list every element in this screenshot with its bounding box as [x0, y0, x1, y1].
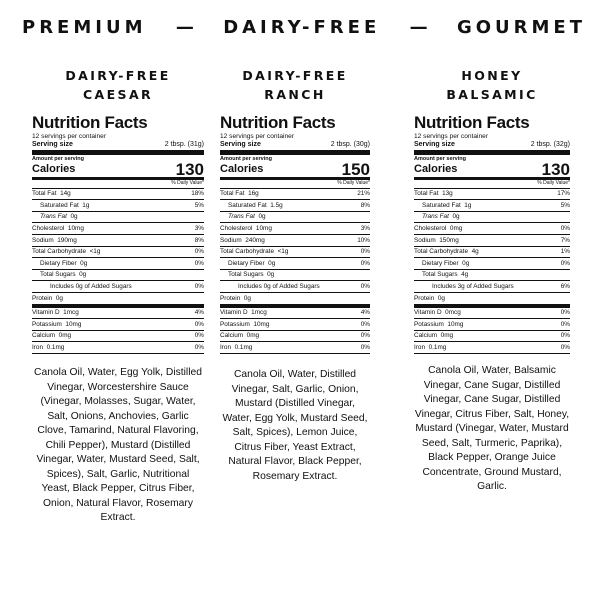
nutrient-daily-value: 0% [360, 248, 370, 256]
nutrient-row [414, 293, 570, 308]
nutrient-label: Cholesterol [32, 225, 65, 233]
nutrient-row [32, 223, 204, 235]
nutrient-label: Vitamin D [32, 309, 60, 317]
nutrient-daily-value: 0% [194, 320, 204, 328]
nutrient-row [414, 270, 570, 282]
nutrient-name-amount [414, 309, 461, 316]
nutrient-row [220, 200, 370, 212]
nutrient-amount: 14g [60, 190, 71, 198]
nutrient-amount: 10mg [447, 320, 464, 328]
serving-size-value: 2 tbsp. (32g) [530, 140, 570, 148]
calories-row [414, 159, 570, 180]
nutrient-label: Protein [414, 294, 435, 302]
nutrient-daily-value: 21% [357, 190, 370, 198]
nutrient-label: Dietary Fiber [422, 259, 459, 267]
nutrient-name-amount [220, 321, 269, 328]
nutrient-name-amount [220, 202, 283, 209]
nutrient-name-amount [32, 309, 79, 316]
nutrient-label: Trans Fat [40, 213, 67, 221]
nutrient-row [220, 293, 370, 308]
nutrient-row [414, 200, 570, 212]
nutrient-row [414, 308, 570, 320]
nutrient-row [220, 212, 370, 224]
nutrient-daily-value: 3% [360, 225, 370, 233]
nutrient-daily-value: 10% [357, 236, 370, 244]
nutrient-name-amount [414, 295, 445, 302]
nutrient-row [220, 235, 370, 247]
nutrient-label: Calcium [414, 332, 438, 340]
nutrient-amount: 1g [464, 201, 472, 209]
nutrient-label: Vitamin D [414, 309, 442, 317]
nutrient-daily-value: 0% [560, 225, 570, 233]
nutrient-amount: 0g [80, 259, 88, 267]
nutrition-facts-panel [414, 114, 570, 354]
nutrient-daily-value: 0% [560, 309, 570, 317]
nutrient-label: Cholesterol [414, 225, 447, 233]
nutrient-name-amount [414, 225, 462, 232]
nutrient-daily-value: 0% [360, 320, 370, 328]
nutrient-name-amount [220, 283, 323, 290]
nutrient-name-amount [220, 295, 251, 302]
nutrient-daily-value: 4% [360, 309, 370, 317]
product-name [414, 66, 570, 108]
nutrient-amount: 150mg [439, 236, 459, 244]
nutrient-amount: 0g [258, 213, 266, 221]
nutrient-name-amount [220, 237, 265, 244]
amount-per-serving: Amount per serving [414, 155, 466, 162]
nutrient-name-amount [220, 309, 267, 316]
nutrient-name-amount [32, 344, 64, 351]
nutrient-amount: 0mg [449, 225, 463, 233]
serving-size-label: Serving size [32, 140, 73, 148]
nutrient-amount: 13g [442, 190, 453, 198]
serving-size-label: Serving size [220, 140, 261, 148]
nutrient-amount: 190mg [57, 236, 77, 244]
nutrient-row [220, 319, 370, 331]
nutrient-amount: 0g [243, 294, 251, 302]
nutrient-amount: <1g [89, 248, 101, 256]
nutrient-daily-value: 1% [560, 248, 570, 256]
nutrient-amount: 10mg [253, 320, 270, 328]
calories-value: 150 [341, 159, 370, 179]
nutrient-name-amount [414, 202, 471, 209]
nutrition-facts-title: Nutrition Facts [32, 113, 148, 132]
nutrient-label: Total Carbohydrate [414, 248, 468, 256]
nutrient-label: Sodium [32, 236, 54, 244]
nutrient-daily-value: 4% [194, 309, 204, 317]
servings-per-container: 12 servings per container [414, 133, 489, 140]
nutrient-label: Potassium [414, 320, 444, 328]
nutrient-amount: 10mg [67, 225, 84, 233]
product-name-line: RANCH [264, 87, 326, 102]
nutrient-daily-value: 6% [560, 283, 570, 291]
nutrient-daily-value: 8% [194, 236, 204, 244]
nutrient-name-amount [32, 295, 63, 302]
ingredients-text: Canola Oil, Water, Distilled Vinegar, Salt, Garlic, Onion, Mustard (Distilled Vinegar, Water, Egg Yolk, Mustard Seed, Salt, Spices), Lemon Juice, Citrus Fiber, Yeast Extract, Natural Flavor, Black Pepper, Rosemary Extract. [222, 369, 368, 482]
product-column-caesar [32, 66, 204, 526]
nutrient-label: Includes 0g of Added Sugars [50, 283, 132, 291]
nutrient-amount: 0g [55, 294, 63, 302]
product-name-line: BALSAMIC [446, 87, 538, 102]
nutrient-name-amount [220, 225, 272, 232]
nutrient-amount: 0g [79, 271, 87, 279]
banner-premium: PREMIUM [22, 16, 147, 38]
nutrient-amount: 10mg [255, 225, 272, 233]
nutrient-amount: 1.5g [270, 201, 283, 209]
nutrient-row [414, 258, 570, 270]
nutrient-label: Dietary Fiber [228, 259, 265, 267]
calories-label: Calories [414, 162, 458, 175]
nutrient-name-amount [32, 321, 81, 328]
banner-dash: — [409, 16, 428, 38]
nutrient-label: Total Sugars [422, 271, 458, 279]
serving-size-row [32, 141, 204, 155]
nutrient-daily-value: 0% [560, 259, 570, 267]
nutrient-amount: 0mcg [445, 309, 461, 317]
nutrient-label: Total Fat [414, 190, 439, 198]
product-name [32, 66, 204, 108]
nutrient-row [32, 319, 204, 331]
nutrient-amount: 16g [248, 190, 259, 198]
nutrient-amount: 0g [70, 213, 78, 221]
nutrient-amount: 0g [437, 294, 445, 302]
nutrient-daily-value: 17% [557, 190, 570, 198]
nutrient-label: Total Fat [220, 190, 245, 198]
nutrient-name-amount [220, 213, 266, 220]
servings-per-container: 12 servings per container [32, 133, 107, 140]
nutrient-amount: 10mg [65, 320, 82, 328]
product-name-line: CAESAR [82, 87, 154, 102]
nutrient-amount: 1g [82, 201, 90, 209]
product-column-honey-balsamic [414, 66, 570, 495]
servings-per-container: 12 servings per container [220, 133, 295, 140]
nutrient-amount: 1mcg [63, 309, 79, 317]
calories-row [220, 159, 370, 180]
nutrient-label: Includes 3g of Added Sugars [432, 283, 514, 291]
nutrient-amount: 0mg [58, 332, 72, 340]
nutrient-label: Calcium [220, 332, 244, 340]
nutrient-row [32, 247, 204, 259]
nutrient-label: Includes 0g of Added Sugars [238, 283, 320, 291]
nutrient-name-amount [220, 260, 275, 267]
banner-dairy-free: DAIRY-FREE [223, 16, 381, 38]
nutrient-daily-value: 0% [360, 344, 370, 352]
calories-label: Calories [32, 162, 76, 175]
nutrient-label: Saturated Fat [422, 201, 461, 209]
nutrient-label: Total Fat [32, 190, 57, 198]
product-name-line: DAIRY-FREE [65, 68, 171, 83]
nutrient-row [32, 281, 204, 293]
nutrient-name-amount [32, 213, 78, 220]
banner-dash: — [175, 16, 194, 38]
nutrition-facts-title: Nutrition Facts [414, 113, 530, 132]
product-name-line: DAIRY-FREE [242, 68, 348, 83]
nutrient-name-amount [32, 283, 135, 290]
nutrient-row [32, 235, 204, 247]
nutrient-amount: 0.1mg [234, 344, 253, 352]
nutrient-row [414, 319, 570, 331]
nutrient-amount: 4g [471, 248, 479, 256]
daily-value-header: % Daily Value* [32, 180, 204, 189]
nutrient-amount: <1g [277, 248, 289, 256]
nutrient-amount: 0g [462, 259, 470, 267]
amount-per-serving: Amount per serving [32, 155, 84, 162]
nutrient-row [32, 258, 204, 270]
nutrient-daily-value: 0% [194, 344, 204, 352]
nutrient-name-amount [32, 237, 77, 244]
nutrient-name-amount [414, 237, 459, 244]
nutrient-row [220, 331, 370, 343]
nutrient-amount: 0g [268, 259, 276, 267]
nutrient-row [414, 235, 570, 247]
nutrient-daily-value: 8% [360, 201, 370, 209]
nutrient-daily-value: 0% [194, 332, 204, 340]
nutrient-row [32, 212, 204, 224]
nutrient-row [220, 270, 370, 282]
nutrient-label: Vitamin D [220, 309, 248, 317]
nutrient-row [32, 200, 204, 212]
nutrient-amount: 1mcg [251, 309, 267, 317]
product-name-line: HONEY [461, 68, 523, 83]
nutrient-row [414, 247, 570, 259]
serving-size-label: Serving size [414, 140, 455, 148]
nutrient-daily-value: 18% [191, 190, 204, 198]
nutrient-name-amount [220, 344, 252, 351]
nutrient-label: Cholesterol [220, 225, 253, 233]
product-column-ranch [220, 66, 370, 484]
nutrient-daily-value: 5% [194, 201, 204, 209]
nutrient-row [220, 281, 370, 293]
nutrient-amount: 0g [452, 213, 460, 221]
nutrient-label: Trans Fat [422, 213, 449, 221]
nutrient-row [414, 342, 570, 354]
nutrient-label: Dietary Fiber [40, 259, 77, 267]
banner-gourmet: GOURMET [456, 16, 586, 38]
nutrient-daily-value: 3% [194, 225, 204, 233]
nutrient-name-amount [220, 271, 274, 278]
nutrient-label: Sodium [414, 236, 436, 244]
nutrient-amount: 0mg [440, 332, 454, 340]
nutrient-name-amount [414, 321, 463, 328]
daily-value-header: % Daily Value* [414, 180, 570, 189]
nutrient-amount: 240mg [245, 236, 265, 244]
nutrient-daily-value: 0% [360, 283, 370, 291]
nutrient-label: Total Carbohydrate [220, 248, 274, 256]
nutrient-name-amount [32, 225, 84, 232]
nutrient-daily-value: 0% [194, 283, 204, 291]
nutrient-label: Potassium [220, 320, 250, 328]
nutrient-label: Protein [32, 294, 53, 302]
nutrient-name-amount [32, 190, 71, 197]
nutrient-row [220, 223, 370, 235]
nutrition-facts-panel [32, 114, 204, 354]
nutrient-name-amount [32, 202, 89, 209]
nutrient-name-amount [32, 248, 100, 255]
nutrient-daily-value: 0% [360, 332, 370, 340]
nutrient-row [32, 308, 204, 320]
nutrient-name-amount [414, 190, 453, 197]
calories-value: 130 [541, 159, 570, 179]
nutrient-row [32, 342, 204, 354]
nutrient-name-amount [220, 332, 259, 339]
nutrient-name-amount [32, 260, 87, 267]
nutrient-name-amount [220, 190, 259, 197]
nutrient-row [414, 189, 570, 201]
nutrient-name-amount [32, 332, 71, 339]
nutrient-name-amount [414, 283, 517, 290]
nutrient-label: Sodium [220, 236, 242, 244]
nutrient-label: Total Sugars [40, 271, 76, 279]
calories-row [32, 159, 204, 180]
nutrient-name-amount [32, 271, 86, 278]
calories-label: Calories [220, 162, 264, 175]
nutrient-row [32, 293, 204, 308]
nutrient-label: Calcium [32, 332, 56, 340]
nutrient-name-amount [414, 271, 468, 278]
nutrient-label: Iron [220, 344, 232, 352]
serving-size-value: 2 tbsp. (31g) [164, 140, 204, 148]
nutrient-daily-value: 7% [560, 236, 570, 244]
nutrient-amount: 4g [461, 271, 469, 279]
ingredients-text: Canola Oil, Water, Balsamic Vinegar, Cane Sugar, Distilled Vinegar, Cane Sugar, Distilled Vinegar, Citrus Fiber, Salt, Honey, Mustard (Vinegar, Water, Mustard Seed, Salt, Turmeric, Paprika), Black Pepper, Orange Juice Concentrate, Ground Mustard, Garlic. [414, 365, 570, 492]
nutrient-name-amount [414, 344, 446, 351]
nutrient-row [220, 308, 370, 320]
nutrient-amount: 0g [267, 271, 275, 279]
nutrient-label: Protein [220, 294, 241, 302]
nutrient-row [220, 258, 370, 270]
nutrient-label: Iron [414, 344, 426, 352]
nutrient-row [220, 342, 370, 354]
amount-per-serving: Amount per serving [220, 155, 272, 162]
nutrient-name-amount [414, 332, 453, 339]
nutrient-row [220, 189, 370, 201]
serving-size-row [220, 141, 370, 155]
nutrition-facts-panel [220, 114, 370, 354]
nutrient-daily-value: 0% [560, 344, 570, 352]
nutrient-amount: 0mg [246, 332, 260, 340]
nutrient-name-amount [414, 248, 479, 255]
ingredients-text: Canola Oil, Water, Egg Yolk, Distilled Vinegar, Worcestershire Sauce (Vinegar, Molasses, Sugar, Water, Salt, Onions, Anchovies, Garlic Clove, Tamarind, Natural Flavoring, Chili Pepper), Mustard (Distilled Vinegar, Water, Mustard Seed, Salt, Spices), Salt, Garlic, Nutritional Yeast, Black Pepper, Citrus Fiber, Onion, Natural Flavor, Rosemary Extract. [34, 367, 202, 523]
nutrient-amount: 0.1mg [46, 344, 65, 352]
nutrient-row [414, 281, 570, 293]
nutrient-label: Total Carbohydrate [32, 248, 86, 256]
nutrient-row [220, 247, 370, 259]
serving-size-value: 2 tbsp. (30g) [330, 140, 370, 148]
nutrient-name-amount [414, 213, 460, 220]
nutrient-name-amount [414, 260, 469, 267]
nutrient-daily-value: 0% [560, 320, 570, 328]
nutrient-daily-value: 0% [560, 332, 570, 340]
nutrient-daily-value: 0% [194, 259, 204, 267]
nutrient-amount: 0.1mg [428, 344, 447, 352]
product-name [220, 66, 370, 108]
nutrient-row [414, 212, 570, 224]
nutrient-name-amount [220, 248, 288, 255]
nutrient-daily-value: 0% [194, 248, 204, 256]
nutrient-label: Saturated Fat [40, 201, 79, 209]
nutrient-row [414, 223, 570, 235]
daily-value-header: % Daily Value* [220, 180, 370, 189]
nutrient-label: Saturated Fat [228, 201, 267, 209]
nutrient-row [32, 331, 204, 343]
nutrient-row [414, 331, 570, 343]
nutrient-row [32, 270, 204, 282]
header-banner [0, 14, 600, 40]
nutrient-row [32, 189, 204, 201]
nutrient-label: Total Sugars [228, 271, 264, 279]
calories-value: 130 [175, 159, 204, 179]
serving-size-row [414, 141, 570, 155]
nutrient-daily-value: 5% [560, 201, 570, 209]
nutrient-label: Iron [32, 344, 44, 352]
nutrient-label: Trans Fat [228, 213, 255, 221]
nutrient-label: Potassium [32, 320, 62, 328]
nutrient-daily-value: 0% [360, 259, 370, 267]
nutrition-facts-title: Nutrition Facts [220, 113, 336, 132]
